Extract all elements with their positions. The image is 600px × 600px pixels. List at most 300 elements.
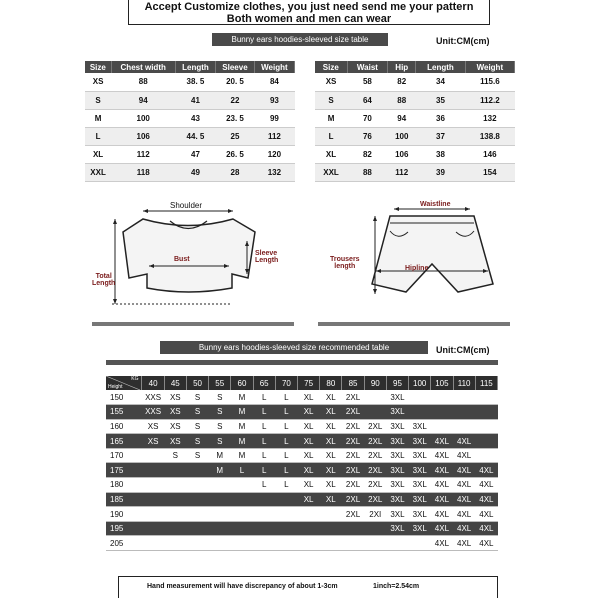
rec-size-cell: L [275, 448, 297, 463]
footer-inch: 1inch=2.54cm [373, 583, 420, 590]
rec-size-cell: 2XL [364, 463, 386, 478]
rec-size-cell [364, 536, 386, 551]
rec-weight-header: 40 [142, 376, 164, 390]
rec-size-cell: XL [298, 390, 320, 405]
tbl1-header-cell: Sleeve [216, 61, 255, 73]
table-cell: 28 [216, 163, 255, 181]
rec-size-cell [186, 492, 208, 507]
rec-size-cell [275, 521, 297, 536]
table-cell: 44. 5 [175, 127, 215, 145]
rec-size-cell: 3XL [386, 463, 408, 478]
rec-size-cell [231, 521, 253, 536]
rec-size-cell [342, 521, 364, 536]
rec-size-cell: 2XL [364, 492, 386, 507]
rec-size-cell [453, 419, 475, 434]
rec-size-cell: 4XL [475, 521, 497, 536]
rec-weight-header: 105 [431, 376, 453, 390]
rec-size-cell: 3XL [386, 434, 408, 449]
table-cell: M [315, 109, 347, 127]
rec-size-cell [409, 536, 431, 551]
rec-size-cell [475, 390, 497, 405]
rec-size-cell [453, 405, 475, 420]
rec-size-cell: S [186, 434, 208, 449]
rec-weight-header: 115 [475, 376, 497, 390]
rec-size-cell: 2XL [364, 419, 386, 434]
tbl1-header-cell: Length [175, 61, 215, 73]
rec-size-cell: 4XL [475, 492, 497, 507]
rec-size-cell: M [209, 463, 231, 478]
rec-size-cell [253, 492, 275, 507]
rec-height-cell: 175 [106, 463, 142, 478]
table-cell: XXL [315, 163, 347, 181]
rec-size-cell: XS [164, 419, 186, 434]
rec-corner-cell: KG Height [106, 376, 142, 390]
rec-size-cell: S [186, 419, 208, 434]
rec-size-cell [186, 463, 208, 478]
tbl1-header-cell: Chest width [111, 61, 175, 73]
rec-size-cell: XL [298, 463, 320, 478]
rec-size-cell [209, 478, 231, 493]
rec-size-cell: 4XL [453, 507, 475, 522]
table-cell: 112 [388, 163, 416, 181]
rec-size-cell: 2XL [342, 492, 364, 507]
table-cell: 23. 5 [216, 109, 255, 127]
rec-size-cell: XL [298, 405, 320, 420]
rec-size-cell: XL [320, 390, 342, 405]
rec-size-cell [275, 507, 297, 522]
table-cell: 35 [416, 91, 466, 109]
rec-size-cell: XS [164, 390, 186, 405]
rec-size-cell: XL [298, 419, 320, 434]
rec-size-cell [209, 521, 231, 536]
rec-size-cell: 4XL [431, 463, 453, 478]
rec-weight-header: 55 [209, 376, 231, 390]
rec-size-cell: 3XL [386, 419, 408, 434]
rec-height-cell: 150 [106, 390, 142, 405]
table-row [85, 109, 295, 127]
rec-size-cell: 4XL [475, 463, 497, 478]
rec-height-cell: 155 [106, 405, 142, 420]
table-cell: 94 [111, 91, 175, 109]
rec-size-cell: L [275, 390, 297, 405]
rec-size-cell [475, 419, 497, 434]
rec-size-cell [453, 390, 475, 405]
rec-size-cell [142, 478, 164, 493]
table-row [315, 91, 515, 109]
rec-size-cell: 2XL [342, 507, 364, 522]
rec-table-row [106, 507, 498, 522]
header-banner [128, 0, 490, 25]
table-cell: 58 [347, 73, 388, 91]
unit-label-2: Unit:CM(cm) [436, 345, 490, 355]
rec-height-cell: 170 [106, 448, 142, 463]
table-cell: 64 [347, 91, 388, 109]
table-cell: 94 [388, 109, 416, 127]
rec-size-cell [275, 536, 297, 551]
table-cell: XS [315, 73, 347, 91]
table-cell: 138.8 [465, 127, 514, 145]
rec-size-cell [386, 536, 408, 551]
rec-size-cell [209, 536, 231, 551]
rec-size-cell: 3XL [386, 492, 408, 507]
bottom-size-table [315, 61, 515, 182]
rec-size-cell: L [253, 478, 275, 493]
rec-weight-header: 80 [320, 376, 342, 390]
rec-size-cell: 2XI [364, 507, 386, 522]
table-cell: S [315, 91, 347, 109]
rec-height-cell: 190 [106, 507, 142, 522]
rec-size-cell: 3XL [386, 478, 408, 493]
rec-size-cell [275, 492, 297, 507]
rec-size-cell: L [253, 419, 275, 434]
rec-divider [106, 360, 498, 365]
footer-note-box [118, 576, 498, 598]
rec-size-cell [186, 536, 208, 551]
rec-size-cell [298, 507, 320, 522]
rec-size-cell: XL [320, 463, 342, 478]
rec-size-cell: S [164, 448, 186, 463]
total-length-label: Total Length [92, 273, 116, 287]
rec-size-cell [364, 405, 386, 420]
table-cell: 82 [388, 73, 416, 91]
table-row [85, 91, 295, 109]
rec-size-cell [231, 507, 253, 522]
table-cell: 154 [465, 163, 514, 181]
rec-size-cell [231, 478, 253, 493]
table-row [85, 127, 295, 145]
rec-size-cell [364, 521, 386, 536]
rec-size-cell [142, 448, 164, 463]
table-cell: 112.2 [465, 91, 514, 109]
table-cell: 112 [254, 127, 294, 145]
table-cell: XS [85, 73, 111, 91]
rec-size-cell [142, 463, 164, 478]
rec-size-cell: S [209, 419, 231, 434]
rec-size-cell [475, 405, 497, 420]
rec-size-cell: M [231, 390, 253, 405]
rec-weight-header: 50 [186, 376, 208, 390]
rec-size-cell: XL [320, 405, 342, 420]
rec-size-cell: XS [164, 434, 186, 449]
rec-size-cell [320, 521, 342, 536]
table-cell: 132 [465, 109, 514, 127]
table-cell: 112 [111, 145, 175, 163]
rec-size-cell [164, 492, 186, 507]
table-cell: 36 [416, 109, 466, 127]
table-cell: 76 [347, 127, 388, 145]
rec-table-row [106, 419, 498, 434]
header-line-1: Accept Customize clothes, you just need send me your pattern [144, 1, 474, 13]
tbl2-header-cell: Weight [465, 61, 514, 73]
rec-size-cell: 2XL [342, 463, 364, 478]
rec-size-cell [253, 536, 275, 551]
rec-size-cell [253, 507, 275, 522]
table-cell: 22 [216, 91, 255, 109]
rec-size-cell: L [275, 434, 297, 449]
rec-table-row [106, 492, 498, 507]
rec-size-cell: 4XL [453, 448, 475, 463]
table-cell: 115.6 [465, 73, 514, 91]
tbl2-header-cell: Length [416, 61, 466, 73]
rec-size-cell: L [253, 405, 275, 420]
hipline-label: Hipline [405, 265, 429, 272]
tbl1-header-cell: Size [85, 61, 111, 73]
rec-size-cell: S [186, 405, 208, 420]
table-row [315, 109, 515, 127]
rec-size-cell: 2XL [364, 448, 386, 463]
rec-size-cell: 2XL [364, 434, 386, 449]
waistline-label: Waistline [420, 201, 451, 208]
table-cell: 118 [111, 163, 175, 181]
sleeve-label: Sleeve Length [255, 250, 279, 264]
rec-size-cell: 4XL [431, 521, 453, 536]
rec-size-cell: 3XL [409, 419, 431, 434]
rec-weight-header: 60 [231, 376, 253, 390]
rec-size-cell [142, 507, 164, 522]
rec-size-cell: 4XL [431, 536, 453, 551]
rec-size-cell [186, 478, 208, 493]
rec-size-cell: S [186, 390, 208, 405]
rec-height-cell: 160 [106, 419, 142, 434]
rec-size-cell: XS [142, 434, 164, 449]
header-line-2: Both women and men can wear [226, 13, 392, 25]
table-cell: XL [315, 145, 347, 163]
rec-size-cell: L [253, 434, 275, 449]
rec-size-cell: L [275, 419, 297, 434]
rec-size-cell: M [231, 448, 253, 463]
table-cell: 93 [254, 91, 294, 109]
table-cell: 88 [388, 91, 416, 109]
rec-size-cell: 4XL [475, 536, 497, 551]
rec-size-cell: 2XL [342, 448, 364, 463]
rec-size-cell: 2XL [364, 478, 386, 493]
rec-size-cell [475, 434, 497, 449]
table-cell: L [315, 127, 347, 145]
table-cell: 82 [347, 145, 388, 163]
rec-size-cell [209, 492, 231, 507]
rec-size-cell: M [231, 419, 253, 434]
rec-size-cell: 4XL [431, 478, 453, 493]
rec-size-cell [409, 405, 431, 420]
rec-weight-header: 70 [275, 376, 297, 390]
rec-size-cell [431, 405, 453, 420]
table-cell: 41 [175, 91, 215, 109]
shoulder-label: Shoulder [170, 201, 203, 210]
rec-size-cell: L [253, 390, 275, 405]
rec-weight-header: 45 [164, 376, 186, 390]
table-cell: 25 [216, 127, 255, 145]
footer-note: Hand measurement will have discrepancy of about 1-3cm [147, 583, 338, 590]
table-cell: 88 [347, 163, 388, 181]
size-table-title: Bunny ears hoodies-sleeved size table [212, 33, 388, 46]
rec-height-cell: 195 [106, 521, 142, 536]
table-row [315, 145, 515, 163]
rec-size-cell: XXS [142, 390, 164, 405]
rec-size-cell: 3XL [409, 521, 431, 536]
rec-size-cell [253, 521, 275, 536]
rec-size-cell: L [253, 448, 275, 463]
table-cell: 106 [388, 145, 416, 163]
rec-size-cell: 3XL [409, 507, 431, 522]
rec-size-cell: XL [298, 434, 320, 449]
rec-size-cell: 3XL [409, 463, 431, 478]
rec-size-cell: 4XL [431, 434, 453, 449]
table-cell: 146 [465, 145, 514, 163]
table-row [85, 163, 295, 181]
divider-left [92, 322, 294, 326]
rec-table-row [106, 463, 498, 478]
rec-size-cell: 3XL [386, 507, 408, 522]
table-cell: 39 [416, 163, 466, 181]
table-cell: 20. 5 [216, 73, 255, 91]
table-row [315, 127, 515, 145]
table-cell: M [85, 109, 111, 127]
rec-size-cell: 4XL [453, 492, 475, 507]
table-row [85, 73, 295, 91]
rec-size-cell: 4XL [431, 492, 453, 507]
rec-size-cell: 2XL [342, 390, 364, 405]
recommended-size-table [106, 376, 498, 551]
tbl2-header-cell: Size [315, 61, 347, 73]
rec-size-cell [320, 536, 342, 551]
rec-size-cell: 4XL [431, 448, 453, 463]
rec-size-cell: XL [320, 448, 342, 463]
rec-table-row [106, 390, 498, 405]
rec-size-cell: 3XL [386, 521, 408, 536]
table-cell: XL [85, 145, 111, 163]
rec-size-cell: L [275, 463, 297, 478]
table-cell: 100 [111, 109, 175, 127]
table-row [85, 145, 295, 163]
rec-weight-header: 85 [342, 376, 364, 390]
rec-weight-header: 75 [298, 376, 320, 390]
rec-size-cell [475, 448, 497, 463]
tbl2-header-cell: Hip [388, 61, 416, 73]
rec-size-cell: 3XL [386, 448, 408, 463]
rec-size-cell: XL [320, 492, 342, 507]
trousers-length-label: Trousers length [330, 256, 360, 270]
rec-size-cell: 4XL [453, 521, 475, 536]
rec-size-cell: XS [142, 419, 164, 434]
rec-size-cell: 2XL [342, 405, 364, 420]
rec-weight-header: 65 [253, 376, 275, 390]
rec-size-cell [142, 492, 164, 507]
rec-size-cell: 4XL [453, 463, 475, 478]
rec-size-cell: XL [298, 448, 320, 463]
rec-size-cell [209, 507, 231, 522]
rec-size-cell: 3XL [409, 448, 431, 463]
top-size-table [85, 61, 295, 182]
rec-table-row [106, 434, 498, 449]
rec-size-cell: 3XL [386, 390, 408, 405]
table-cell: XXL [85, 163, 111, 181]
rec-size-cell [364, 390, 386, 405]
rec-size-cell [431, 419, 453, 434]
table-cell: 120 [254, 145, 294, 163]
rec-weight-header: 90 [364, 376, 386, 390]
table-cell: 34 [416, 73, 466, 91]
table-cell: 106 [111, 127, 175, 145]
rec-size-cell [298, 521, 320, 536]
rec-weight-header: 100 [409, 376, 431, 390]
rec-size-cell: 4XL [453, 434, 475, 449]
rec-size-cell [186, 507, 208, 522]
rec-size-cell: 2XL [342, 434, 364, 449]
rec-size-cell: XL [298, 478, 320, 493]
rec-size-cell [409, 390, 431, 405]
rec-size-cell: 3XL [409, 434, 431, 449]
rec-size-cell: 3XL [386, 405, 408, 420]
rec-size-cell: L [275, 478, 297, 493]
rec-size-cell: S [209, 390, 231, 405]
rec-size-cell [164, 507, 186, 522]
rec-size-cell: XL [320, 419, 342, 434]
rec-size-cell: L [253, 463, 275, 478]
table-cell: 70 [347, 109, 388, 127]
rec-table-row [106, 521, 498, 536]
table-cell: 132 [254, 163, 294, 181]
rec-size-cell: M [231, 405, 253, 420]
rec-size-cell: 2XL [342, 478, 364, 493]
table-cell: 99 [254, 109, 294, 127]
table-cell: 43 [175, 109, 215, 127]
rec-size-cell: 4XL [431, 507, 453, 522]
rec-size-cell: XL [298, 492, 320, 507]
table-cell: L [85, 127, 111, 145]
unit-label: Unit:CM(cm) [436, 36, 490, 46]
table-row [315, 163, 515, 181]
rec-weight-header: 95 [386, 376, 408, 390]
table-cell: 88 [111, 73, 175, 91]
rec-table-title: Bunny ears hoodies-sleeved size recommended table [160, 341, 428, 354]
rec-size-cell: L [275, 405, 297, 420]
rec-height-cell: 180 [106, 478, 142, 493]
rec-table-row [106, 405, 498, 420]
rec-table-row [106, 448, 498, 463]
table-cell: 100 [388, 127, 416, 145]
rec-size-cell [164, 463, 186, 478]
table-cell: S [85, 91, 111, 109]
rec-size-cell: S [209, 405, 231, 420]
table-cell: 38 [416, 145, 466, 163]
rec-size-cell: XL [320, 478, 342, 493]
rec-size-cell: XXS [142, 405, 164, 420]
rec-size-cell: 4XL [453, 478, 475, 493]
rec-size-cell: L [231, 463, 253, 478]
rec-size-cell [142, 521, 164, 536]
bust-label: Bust [174, 256, 190, 263]
table-cell: 26. 5 [216, 145, 255, 163]
rec-size-cell [231, 492, 253, 507]
table-cell: 84 [254, 73, 294, 91]
rec-size-cell [142, 536, 164, 551]
rec-size-cell: 3XL [409, 478, 431, 493]
rec-size-cell: S [209, 434, 231, 449]
rec-table-row [106, 536, 498, 551]
table-cell: 38. 5 [175, 73, 215, 91]
rec-size-cell: 4XL [453, 536, 475, 551]
rec-size-cell [431, 390, 453, 405]
table-cell: 37 [416, 127, 466, 145]
rec-table-row [106, 478, 498, 493]
rec-size-cell: M [209, 448, 231, 463]
rec-size-cell [298, 536, 320, 551]
table-row [315, 73, 515, 91]
rec-size-cell [164, 536, 186, 551]
rec-height-cell: 185 [106, 492, 142, 507]
rec-size-cell [164, 521, 186, 536]
rec-size-cell: S [186, 448, 208, 463]
